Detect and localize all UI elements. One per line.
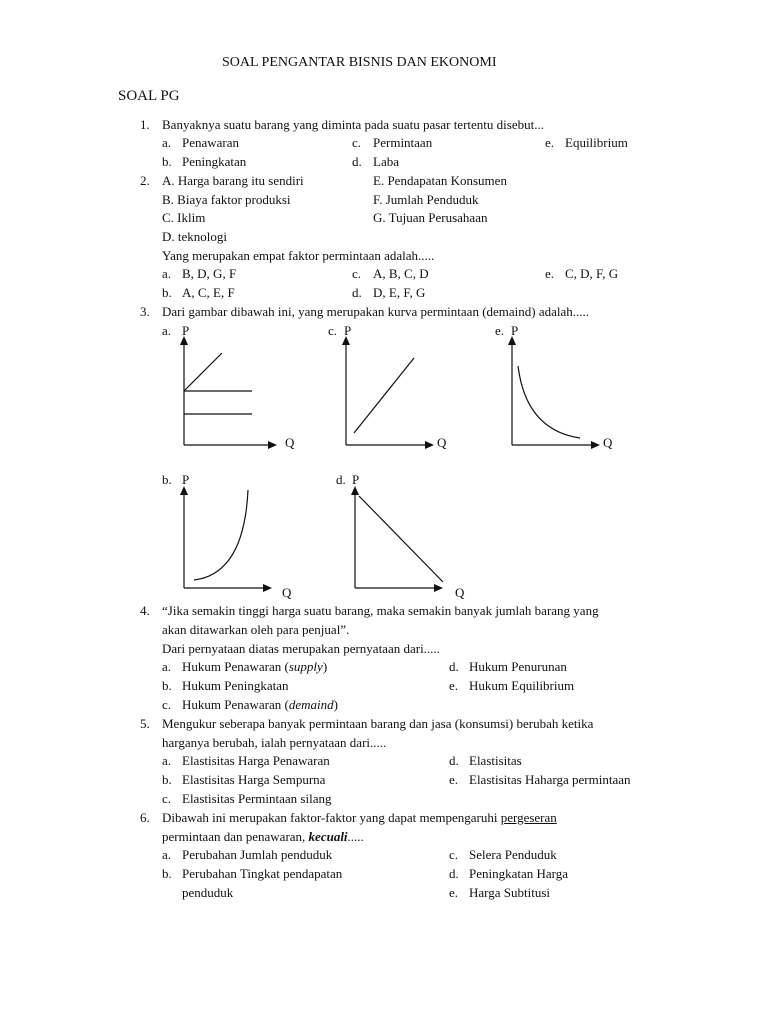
page-title: SOAL PENGANTAR BISNIS DAN EKONOMI (222, 55, 497, 70)
q2-factor-e: E. Pendapatan Konsumen (373, 173, 507, 188)
q2-option-b: A, C, E, F (182, 285, 235, 300)
graph-b-y-arrow (180, 486, 188, 495)
graph-c-x-arrow (425, 441, 434, 449)
q1-option-d-key: d. (352, 154, 362, 169)
q6-option-d: Peningkatan Harga (469, 866, 569, 881)
q4-option-b-key: b. (162, 678, 172, 693)
q5-option-a-key: a. (162, 753, 172, 768)
q1-option-c: Permintaan (373, 135, 433, 150)
q2-option-d-key: d. (352, 285, 362, 300)
q6-text-line2 (162, 829, 364, 845)
graph-e-q-label: Q (603, 435, 613, 450)
graph-e-x-arrow (591, 441, 600, 449)
q4-option-d-key: d. (449, 659, 459, 674)
q2-option-d: D, E, F, G (373, 285, 426, 300)
q2-factor-a: A. Harga barang itu sendiri (162, 173, 304, 188)
q4-option-a-term: supply (288, 659, 323, 674)
q6-option-b-continuation: penduduk (182, 885, 234, 900)
q6-text-line2-post: ..... (347, 829, 364, 844)
q5-option-c: Elastisitas Permintaan silang (182, 791, 332, 806)
graph-b-q-label: Q (282, 585, 292, 600)
q5-number: 5. (140, 716, 150, 731)
graph-c-label: c. (328, 323, 338, 338)
q2-factor-g: G. Tujuan Perusahaan (373, 210, 488, 225)
q5-option-c-key: c. (162, 791, 172, 806)
graph-a (168, 336, 298, 456)
q2-option-e: C, D, F, G (565, 266, 619, 281)
q4-option-c-pre: Hukum Penawaran ( (182, 697, 289, 712)
graph-c-y-arrow (342, 336, 350, 345)
q2-option-a-key: a. (162, 266, 172, 281)
graph-c-q-label: Q (437, 435, 447, 450)
graph-b-label: b. (162, 472, 172, 487)
q4-option-b: Hukum Peningkatan (182, 678, 289, 693)
graph-a-diagonal-line (184, 353, 222, 391)
q2-option-a: B, D, G, F (182, 266, 237, 281)
q3-text: Dari gambar dibawah ini, yang merupakan kurva permintaan (demaind) adalah..... (162, 304, 590, 319)
q4-text-line1: “Jika semakin tinggi harga suatu barang, maka semakin banyak jumlah barang yang (162, 603, 599, 618)
q4-option-e: Hukum Equilibrium (469, 678, 575, 693)
graph-e-y-arrow (508, 336, 516, 345)
q4-number: 4. (140, 603, 150, 618)
q4-option-e-key: e. (449, 678, 459, 693)
q4-option-a-pre: Hukum Penawaran ( (182, 659, 289, 674)
q6-option-e: Harga Subtitusi (469, 885, 551, 900)
q4-option-a-key: a. (162, 659, 172, 674)
graph-c-upward-line (354, 358, 414, 433)
q4-option-a (182, 659, 327, 675)
q6-option-a: Perubahan Jumlah penduduk (182, 847, 333, 862)
q6-underlined-term: pergeseran (500, 810, 557, 825)
q4-option-a-post: ) (322, 659, 328, 674)
q2-factor-b: B. Biaya faktor produksi (162, 192, 291, 207)
q1-text: Banyaknya suatu barang yang diminta pada suatu pasar tertentu disebut... (162, 117, 544, 132)
q5-text-line2: harganya berubah, ialah pernyataan dari..... (162, 735, 387, 750)
q4-text-line2: akan ditawarkan oleh para penjual”. (162, 622, 350, 637)
q2-option-b-key: b. (162, 285, 172, 300)
q2-text: Yang merupakan empat faktor permintaan adalah..... (162, 248, 435, 263)
q4-option-d: Hukum Penurunan (469, 659, 567, 674)
q6-option-e-key: e. (449, 885, 459, 900)
graph-a-p-label: P (182, 323, 190, 338)
graph-e-convex-curve (518, 366, 580, 438)
graph-e-label: e. (495, 323, 505, 338)
q4-option-c-post: ) (333, 697, 338, 712)
graph-c-p-label: P (344, 323, 352, 338)
q1-option-e-key: e. (545, 135, 555, 150)
q6-option-b-key: b. (162, 866, 172, 881)
graph-d-y-arrow (351, 486, 359, 495)
q4-text-line3: Dari pernyataan diatas merupakan pernyataan dari..... (162, 641, 440, 656)
q2-option-e-key: e. (545, 266, 555, 281)
q2-number: 2. (140, 173, 150, 188)
q3-number: 3. (140, 304, 150, 319)
q2-option-c-key: c. (352, 266, 362, 281)
graph-a-y-arrow (180, 336, 188, 345)
q6-text-line1 (162, 810, 557, 826)
q5-option-e: Elastisitas Haharga permintaan (469, 772, 631, 787)
q6-option-b: Perubahan Tingkat pendapatan (182, 866, 343, 881)
q2-factor-d: D. teknologi (162, 229, 227, 244)
q1-option-a: Penawaran (182, 135, 240, 150)
q2-factor-f: F. Jumlah Penduduk (373, 192, 479, 207)
q1-option-b-key: b. (162, 154, 172, 169)
graph-b-p-label: P (182, 472, 190, 487)
graph-a-q-label: Q (285, 435, 295, 450)
graph-a-label: a. (162, 323, 172, 338)
q5-option-e-key: e. (449, 772, 459, 787)
q4-option-c-key: c. (162, 697, 172, 712)
q4-option-c (182, 697, 338, 713)
q1-option-e: Equilibrium (565, 135, 628, 150)
graph-d-p-label: P (352, 472, 360, 487)
graph-b-x-arrow (263, 584, 272, 592)
q1-option-c-key: c. (352, 135, 362, 150)
q6-emphasis-term: kecuali (308, 829, 348, 844)
q1-option-a-key: a. (162, 135, 172, 150)
graph-d-downward-line (359, 496, 443, 582)
q5-text-line1: Mengukur seberapa banyak permintaan barang dan jasa (konsumsi) berubah ketika (162, 716, 594, 731)
section-heading: SOAL PG (118, 88, 180, 104)
q1-option-b: Peningkatan (182, 154, 247, 169)
graph-d-q-label: Q (455, 585, 465, 600)
graph-a-x-arrow (268, 441, 277, 449)
graph-d-label: d. (336, 472, 346, 487)
q2-option-c: A, B, C, D (373, 266, 429, 281)
q5-option-b-key: b. (162, 772, 172, 787)
q6-option-a-key: a. (162, 847, 172, 862)
q5-option-b: Elastisitas Harga Sempurna (182, 772, 326, 787)
q1-option-d: Laba (373, 154, 399, 169)
q1-number: 1. (140, 117, 150, 132)
q5-option-d: Elastisitas (469, 753, 522, 768)
graph-d-x-arrow (434, 584, 443, 592)
q6-text-line1-pre: Dibawah ini merupakan faktor-faktor yang dapat mempengaruhi (162, 810, 501, 825)
graph-e-p-label: P (511, 323, 519, 338)
q6-option-c: Selera Penduduk (469, 847, 557, 862)
q2-factor-c: C. Iklim (162, 210, 206, 225)
graph-b (168, 486, 298, 596)
q6-text-line2-pre: permintaan dan penawaran, (162, 829, 309, 844)
q6-option-c-key: c. (449, 847, 459, 862)
graph-b-rising-curve (194, 490, 248, 580)
q5-option-d-key: d. (449, 753, 459, 768)
q5-option-a: Elastisitas Harga Penawaran (182, 753, 330, 768)
q6-option-d-key: d. (449, 866, 459, 881)
graph-d (339, 486, 469, 596)
q4-option-c-term: demaind (288, 697, 334, 712)
q6-number: 6. (140, 810, 150, 825)
